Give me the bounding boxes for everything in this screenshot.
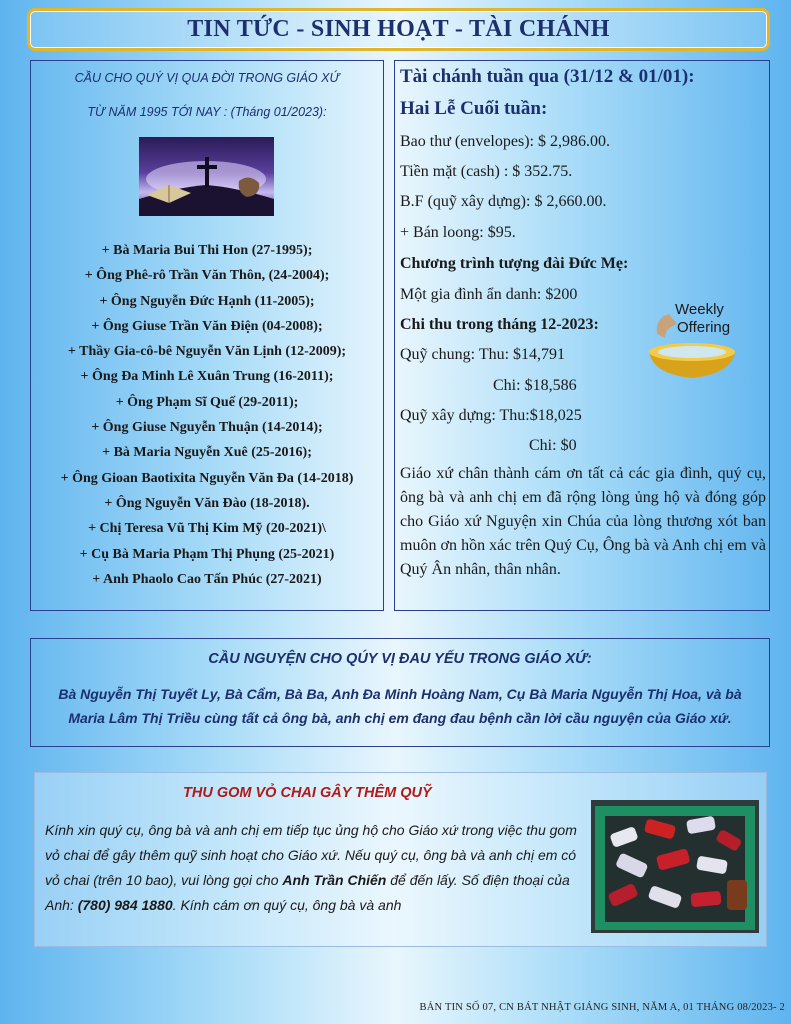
- anonymous-donation: Một gia đình ẩn danh: $200: [400, 286, 578, 303]
- sick-prayer-body: Bà Nguyễn Thị Tuyết Ly, Bà Cẩm, Bà Ba, Anh Đa Minh Hoàng Nam, Cụ Bà Maria Nguyễn Thị Hoa, và bà Maria Lâm Thị Triều cùng tất cả ông bà, anh chị em đang đau bệnh cần lời cầu nguyện của Giáo xứ.: [58, 686, 742, 726]
- list-item: + Ông Giuse Trần Văn Điện (04-2008);: [91, 318, 323, 334]
- finance-panel: [394, 60, 770, 611]
- list-item: + Ông Phê-rô Trần Văn Thôn, (24-2004);: [84, 268, 330, 284]
- loong-amount: + Bán loong: $95.: [400, 224, 516, 241]
- building-fund-expense: Chi: $0: [529, 437, 577, 454]
- list-item: + Chị Teresa Vũ Thị Kim Mỹ (20-2021)\: [88, 521, 326, 537]
- bottle-collection-body: [45, 818, 585, 918]
- list-item: + Ông Gioan Baotixita Nguyễn Văn Đa (14-2018): [60, 470, 354, 486]
- list-item: + Anh Phaolo Cao Tấn Phúc (27-2021): [92, 571, 322, 587]
- sick-prayer-panel: [30, 638, 770, 747]
- footer-text: BẢN TIN SỐ 07, CN BÁT NHẬT GIÁNG SINH, NĂM A, 01 THÁNG 08/2023- 2: [419, 1002, 785, 1013]
- finance-subtitle: Hai Lễ Cuối tuần:: [400, 98, 548, 119]
- list-item: + Ông Phạm Sĩ Quế (29-2011);: [115, 394, 299, 410]
- page-title: TIN TỨC - SINH HOẠT - TÀI CHÁNH: [27, 8, 770, 51]
- list-item: + Thầy Gia-cô-bê Nguyễn Văn Lịnh (12-2009);: [67, 344, 347, 360]
- finance-title: Tài chánh tuần qua (31/12 & 01/01):: [400, 66, 695, 87]
- list-item: + Ông Nguyễn Đức Hạnh (11-2005);: [99, 293, 315, 309]
- prayer-bible-cross-image: [139, 137, 274, 216]
- bottle-body-part3: . Kính cám ơn quý cụ, ông bà và anh: [172, 897, 402, 913]
- weekly-offering-image: [635, 294, 745, 384]
- offering-word-weekly: Weekly: [675, 301, 724, 318]
- statue-heading: Chương trình tượng đài Đức Mẹ:: [400, 255, 629, 272]
- contact-phone: (780) 984 1880: [77, 897, 173, 913]
- memorial-heading-line1: CẦU CHO QUÝ VỊ QUA ĐỜI TRONG GIÁO XỨ: [74, 71, 340, 85]
- building-fund-amount: B.F (quỹ xây dựng): $ 2,660.00.: [400, 193, 607, 210]
- bottle-collection-title: THU GOM VỎ CHAI GÂY THÊM QUỸ: [183, 785, 432, 801]
- envelopes-amount: Bao thư (envelopes): $ 2,986.00.: [400, 133, 610, 150]
- thanks-paragraph: Giáo xứ chân thành cám ơn tất cả các gia đình, quý cụ, ông bà và anh chị em đã rộng lòng ủng hộ và đóng góp cho Giáo xứ Nguyện xin Chúa của lòng thương xót ban muôn ơn hồn xác trên Quý Cụ, Ông bà và Anh chị em và Quý Ân nhân, thân nhân.: [400, 465, 766, 578]
- list-item: + Ông Nguyễn Văn Đào (18-2018).: [104, 495, 310, 511]
- list-item: + Ông Giuse Nguyễn Thuận (14-2014);: [91, 420, 323, 436]
- general-fund-income: Quỹ chung: Thu: $14,791: [400, 346, 566, 363]
- memorial-list: [31, 238, 383, 592]
- monthly-heading: Chi thu trong tháng 12-2023:: [400, 316, 599, 333]
- bottle-body-part1: Kính xin quý cụ, ông bà và anh chị em tiếp tục ủng hộ cho Giáo xứ trong việc thu gom vỏ chai để gây thêm quỹ sinh hoạt cho Giáo xứ. Nếu quý cụ, ông bà và anh chị em có vỏ chai (trên 10 bao), vui lòng gọi cho: [45, 822, 577, 888]
- list-item: + Bà Maria Bui Thi Hon (27-1995);: [101, 243, 313, 258]
- cash-amount: Tiền mặt (cash) : $ 352.75.: [400, 163, 573, 180]
- building-fund-income: Quỹ xây dựng: Thu:$18,025: [400, 407, 582, 424]
- list-item: + Ông Đa Minh Lê Xuân Trung (16-2011);: [80, 369, 334, 385]
- sick-prayer-title: CẦU NGUYỆN CHO QÚY VỊ ĐAU YẾU TRONG GIÁO XỨ:: [208, 651, 592, 667]
- list-item: + Cụ Bà Maria Phạm Thị Phụng (25-2021): [79, 546, 335, 562]
- offering-word-offering: Offering: [677, 319, 731, 336]
- general-fund-expense: Chi: $18,586: [493, 377, 577, 394]
- memorial-heading-line2: TỪ NĂM 1995 TỚI NAY : (Tháng 01/2023):: [87, 105, 327, 119]
- bottle-collection-panel: [34, 772, 767, 947]
- contact-name: Anh Trần Chiến: [282, 872, 387, 888]
- recycled-cans-image: [591, 800, 759, 933]
- list-item: + Bà Maria Nguyễn Xuê (25-2016);: [102, 445, 312, 461]
- memorial-panel: [30, 60, 384, 611]
- bottle-body-part2: để đến lấy. Số điện thoại của Anh:: [45, 872, 570, 913]
